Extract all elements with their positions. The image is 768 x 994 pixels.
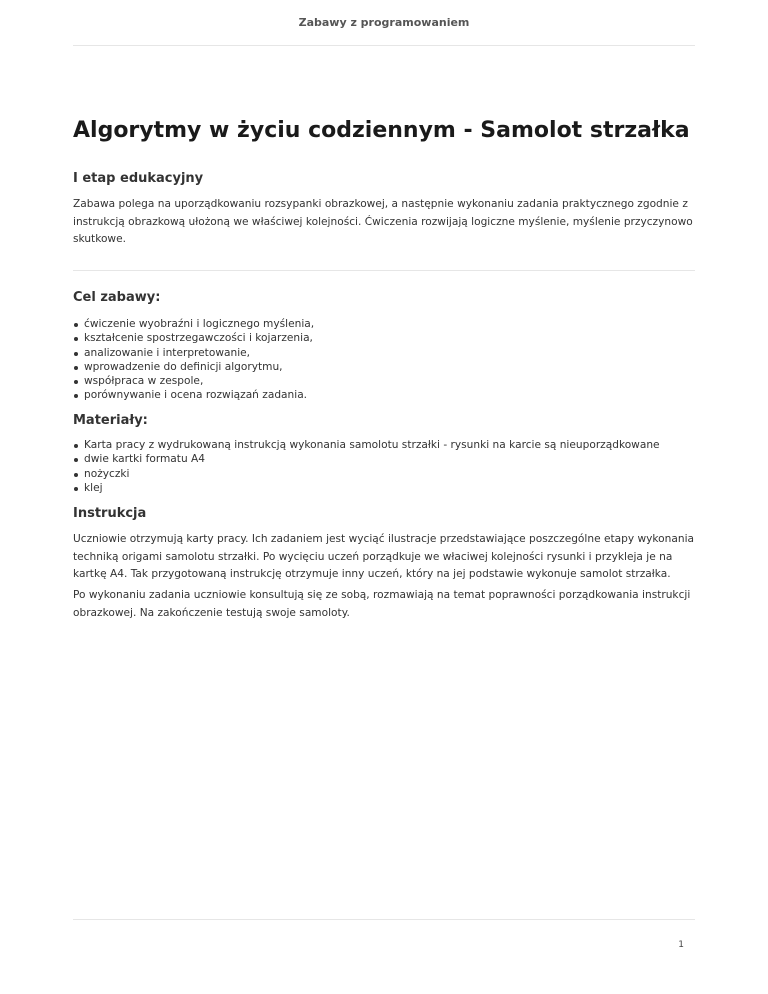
list-item: klej xyxy=(73,481,695,495)
list-item: ćwiczenie wyobraźni i logicznego myślenia, xyxy=(73,317,695,331)
materials-list xyxy=(73,438,695,495)
list-item: dwie kartki formatu A4 xyxy=(73,452,695,466)
instructions-heading: Instrukcja xyxy=(73,506,147,521)
document-title: Algorytmy w życiu codziennym - Samolot strzałka xyxy=(73,118,690,143)
running-header: Zabawy z programowaniem xyxy=(298,16,470,29)
footer-divider xyxy=(73,919,695,920)
instructions-paragraph: Po wykonaniu zadania uczniowie konsultują się ze sobą, rozmawiają na temat poprawności porządkowania instrukcji obrazkowej. Na zakończenie testują swoje samoloty. xyxy=(73,589,691,619)
list-item: wprowadzenie do definicji algorytmu, xyxy=(73,360,695,374)
list-item: kształcenie spostrzegawczości i kojarzenia, xyxy=(73,331,695,345)
section-divider xyxy=(73,270,695,271)
list-item: analizowanie i interpretowanie, xyxy=(73,346,695,360)
goal-heading: Cel zabawy: xyxy=(73,290,161,305)
list-item: współpraca w zespole, xyxy=(73,374,695,388)
list-item: porównywanie i ocena rozwiązań zadania. xyxy=(73,388,695,402)
stage-heading: I etap edukacyjny xyxy=(73,171,204,186)
intro-paragraph: Zabawa polega na uporządkowaniu rozsypanki obrazkowej, a następnie wykonaniu zadania praktycznego zgodnie z instrukcją obrazkową ułożoną we właściwej kolejności. Ćwiczenia rozwijają logiczne myślenie, myślenie przyczynowo skutkowe. xyxy=(73,198,693,245)
header-divider xyxy=(73,45,695,46)
instructions-paragraph: Uczniowie otrzymują karty pracy. Ich zadaniem jest wyciąć ilustracje przedstawiające poszczególne etapy wykonania techniką origami samolotu strzałki. Po wycięciu uczeń porządkuje we właciwej kolejności rysunki i przykleja je na kartkę A4. Tak przygotowaną instrukcję otrzymuje inny uczeń, który na jej podstawie wykonuje samolot strzałka. xyxy=(73,533,695,580)
materials-heading: Materiały: xyxy=(73,413,148,428)
list-item: Karta pracy z wydrukowaną instrukcją wykonania samolotu strzałki - rysunki na karcie są nieuporządkowane xyxy=(73,438,695,452)
page-number: 1 xyxy=(678,940,684,950)
list-item: nożyczki xyxy=(73,467,695,481)
goal-list xyxy=(73,317,695,403)
